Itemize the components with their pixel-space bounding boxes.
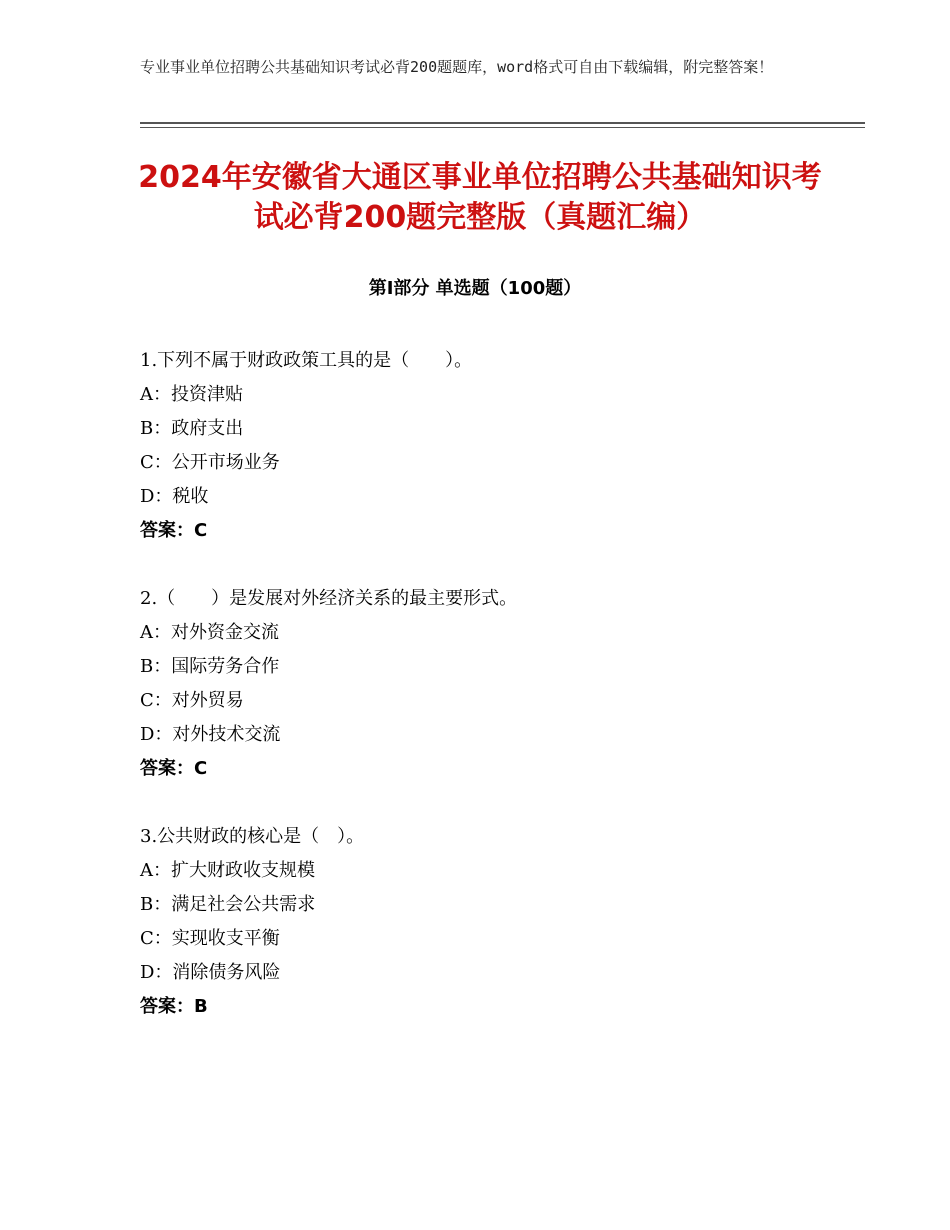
answer-label: 答案：B [140,996,208,1017]
question-stem: 1.下列不属于财政政策工具的是（ ）。 [140,350,473,371]
answer-label: 答案：C [140,520,208,541]
answer-label: 答案：C [140,758,208,779]
option-a: A：扩大财政收支规模 [140,860,315,881]
option-c: C：对外贸易 [140,690,244,711]
option-a: A：对外资金交流 [140,622,279,643]
option-c: C：公开市场业务 [140,452,280,473]
question-list [140,344,860,1058]
option-d: D：对外技术交流 [140,724,281,745]
question-item-2 [140,582,860,786]
header-note: 专业事业单位招聘公共基础知识考试必背200题题库，word格式可自由下载编辑，附完整答案！ [140,58,774,76]
header-divider-thin [140,127,865,128]
header-divider-thick [140,122,865,124]
option-c: C：实现收支平衡 [140,928,280,949]
question-stem: 3.公共财政的核心是（ ）。 [140,826,365,847]
option-b: B：政府支出 [140,418,244,439]
option-b: B：满足社会公共需求 [140,894,316,915]
option-d: D：税收 [140,486,209,507]
option-a: A：投资津贴 [140,384,243,405]
document-title: 2024年安徽省大通区事业单位招聘公共基础知识考试必背200题完整版（真题汇编） [138,160,822,235]
option-b: B：国际劳务合作 [140,656,280,677]
section-title: 第Ⅰ部分 单选题（100题） [368,278,582,299]
question-item-3 [140,820,860,1024]
question-item-1 [140,344,860,548]
question-stem: 2.（ ）是发展对外经济关系的最主要形式。 [140,588,518,609]
option-d: D：消除债务风险 [140,962,281,983]
